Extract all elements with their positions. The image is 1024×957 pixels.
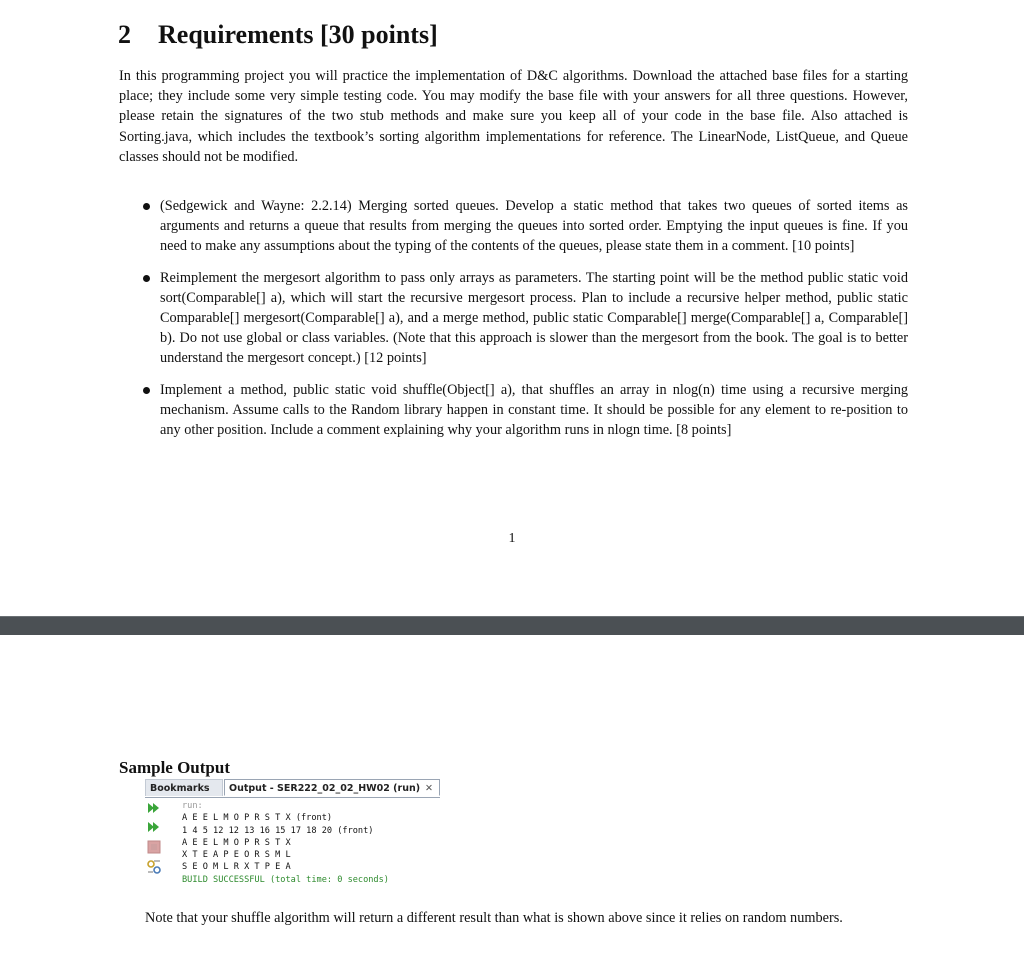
console-line: S E O M L R X T P E A [182,862,291,873]
tab-bookmarks[interactable]: Bookmarks [145,779,223,796]
document-page-2 [0,635,1024,957]
rerun-button[interactable] [146,800,162,816]
intro-paragraph: In this programming project you will practice the implementation of D&C algorithms. Download the attached base files for a starting place; they include some very simple testing code. You may modify the base file with your answers for all three questions. However, please retain the signatures of the two stub methods and make sure you keep all of your code in the base file. Also attached is Sorting.java, which includes the textbook’s sorting algorithm implementations for reference. The LinearNode, ListQueue, and Queue classes should not be modified. [119,68,908,165]
sample-output-heading: Sample Output [119,758,230,777]
close-icon[interactable]: ✕ [425,783,433,794]
bullet-icon [143,203,150,210]
console-line: A E E L M O P R S T X (front) [182,813,333,824]
section-title: Requirements [30 points] [158,20,438,49]
double-play-icon [146,819,162,835]
requirement-text: Reimplement the mergesort algorithm to pass only arrays as parameters. The starting point will be the method public static void sort(Comparable[] a), which will start the recursive mergesort process. Plan to include a recursive helper method, public static Comparable[] mergesort(Comparable[] a), and a merge method, public static Comparable[] merge(Comparable[] a, Comparable[] b). Do not use global or class variables. (Note that this approach is slower than the mergesort from the book. The goal is to better understand the mergesort concept.) [12 points] [160,269,908,367]
console-line: X T E A P E O R S M L [182,850,291,861]
console-line: run: [182,801,203,811]
page-divider [0,616,1024,635]
bullet-icon [143,275,150,282]
bullet-icon [143,387,150,394]
requirement-text: (Sedgewick and Wayne: 2.2.14) Merging sorted queues. Develop a static method that takes two queues of sorted items as arguments and returns a queue that results from merging the queues into sorted order. Emptying the input queues is fine. If you need to make any assumptions about the typing of the contents of the queues, please state them in a comment. [10 points] [160,198,908,255]
requirement-item [142,268,908,369]
rerun-with-different-parameters-button[interactable] [146,819,162,835]
console-line: 1 4 5 12 12 13 16 15 17 18 20 (front) [182,825,374,836]
settings-icon [146,859,162,875]
section-number: 2 [118,20,131,49]
double-play-icon [146,800,162,816]
note-paragraph: Note that your shuffle algorithm will return a different result than what is shown above since it relies on random numbers. [145,910,843,926]
tab-output[interactable] [224,779,440,796]
console-output [182,800,389,886]
build-status-line: BUILD SUCCESSFUL (total time: 0 seconds) [182,874,389,885]
page-number: 1 [508,531,516,546]
stop-icon [146,839,162,855]
output-toolbar [145,798,163,899]
console-line: A E E L M O P R S T X [182,837,291,848]
requirement-text: Implement a method, public static void shuffle(Object[] a), that shuffles an array in nlog(n) time using a recursive merging mechanism. Assume calls to the Random library happen in constant time. It should be possible for any element to re-position to any other position. Include a comment explaining why your algorithm runs in nlogn time. [8 points] [160,381,908,439]
ide-output-panel [145,779,440,899]
stop-button[interactable] [146,839,162,855]
requirements-list [142,196,908,440]
requirement-item [142,380,908,441]
ide-tab-bar [145,779,440,798]
section-heading [118,20,438,50]
output-settings-button[interactable] [146,859,162,875]
requirement-item [142,196,908,257]
tab-output-label: Output - SER222_02_02_HW02 (run) [229,783,421,794]
